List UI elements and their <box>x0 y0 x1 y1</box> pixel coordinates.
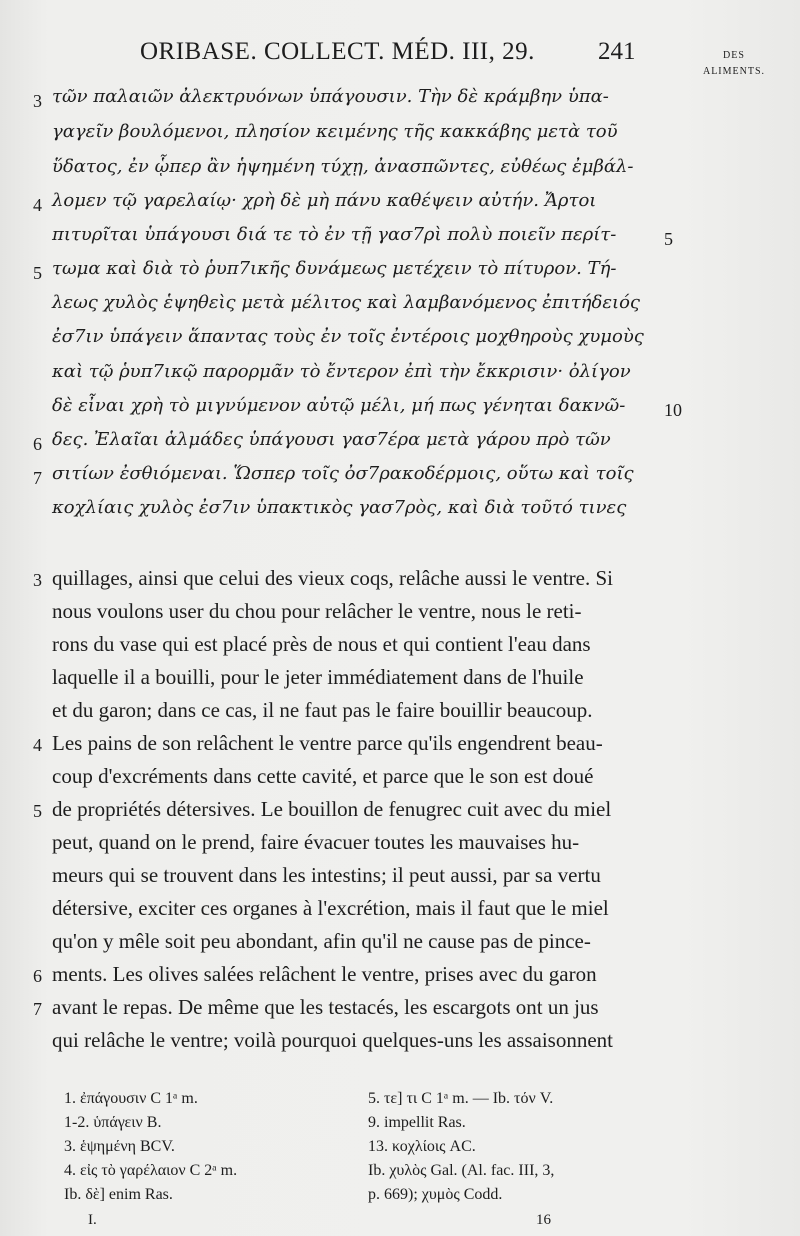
french-line: quillages, ainsi que celui des vieux coqs, relâche aussi le ventre. Si <box>52 566 614 590</box>
french-line: avant le repas. De même que les testacés, les escargots ont un jus <box>52 995 599 1019</box>
apparatus-note: 1-2. ὑπάγειν B. <box>64 1114 162 1131</box>
apparatus-note: Ib. δὲ] enim Ras. <box>64 1186 173 1203</box>
french-line: peut, quand on le prend, faire évacuer toutes les mauvaises hu- <box>52 830 580 854</box>
french-section-number: 7 <box>33 999 42 1019</box>
greek-section-number: 6 <box>33 434 42 454</box>
greek-line: κοχλίαις χυλὸς ἐσ7ιν ὑπακτικὸς γασ7ρὸς, καὶ διὰ τοῦτό τινες <box>52 497 627 518</box>
french-line: rons du vase qui est placé près de nous et qui contient l'eau dans <box>52 632 591 656</box>
line-count-marker: 10 <box>664 400 682 420</box>
greek-line: πιτυρῖται ὑπάγουσι διά τε τὸ ἐν τῇ γασ7ρὶ πολὺ ποιεῖν περίτ- <box>52 224 617 245</box>
greek-line: καὶ τῷ ῥυπ7ικῷ παρορμᾶν τὸ ἔντερον ἐπὶ τὴν ἔκκρισιν· ὀλίγον <box>52 361 631 382</box>
greek-line: λεως χυλὸς ἑψηθεὶς μετὰ μέλιτος καὶ λαμβανόμενος ἐπιτήδειός <box>52 292 641 313</box>
apparatus-note: 3. ἑψημένη BCV. <box>64 1138 175 1155</box>
french-line: coup d'excréments dans cette cavité, et parce que le son est doué <box>52 764 594 788</box>
greek-line: γαγεῖν βουλόμενοι, πλησίον κειμένης τῆς κακκάβης μετὰ τοῦ <box>52 121 618 142</box>
french-line: détersive, exciter ces organes à l'excrétion, mais il faut que le miel <box>52 896 609 920</box>
greek-line: τῶν παλαιῶν ἀλεκτρυόνων ὑπάγουσιν. Τὴν δὲ κράμβην ὑπα- <box>52 86 609 107</box>
french-line: nous voulons user du chou pour relâcher le ventre, nous le reti- <box>52 599 582 623</box>
french-section-number: 5 <box>33 801 42 821</box>
running-title: ORIBASE. COLLECT. MÉD. III, 29. <box>140 38 535 65</box>
volume-mark: I. <box>88 1212 97 1228</box>
apparatus-note: 5. τε] τι C 1ᵃ m. — Ib. τόν V. <box>368 1090 554 1107</box>
side-label-line-2: ALIMENTS. <box>702 66 766 77</box>
greek-section-number: 7 <box>33 468 42 488</box>
greek-line: λομεν τῷ γαρελαίῳ· χρὴ δὲ μὴ πάνυ καθέψειν αὐτήν. Ἄρτοι <box>52 190 597 211</box>
side-label <box>700 48 768 80</box>
line-count-marker: 5 <box>664 229 673 249</box>
french-section-number: 6 <box>33 966 42 986</box>
greek-line: δες. Ἐλαῖαι ἁλμάδες ὑπάγουσι γασ7έρα μετὰ γάρου πρὸ τῶν <box>52 429 611 450</box>
side-label-line-1: DES <box>723 50 745 61</box>
greek-section-number: 3 <box>33 91 42 111</box>
apparatus-note: 9. impellit Ras. <box>368 1114 466 1131</box>
apparatus-note: 13. κοχλίοις AC. <box>368 1138 476 1155</box>
page-number: 241 <box>598 38 636 65</box>
french-line: de propriétés détersives. Le bouillon de fenugrec cuit avec du miel <box>52 797 612 821</box>
apparatus-note: 4. εἰς τὸ γαρέλαιον C 2ᵃ m. <box>64 1162 238 1179</box>
french-line: ments. Les olives salées relâchent le ventre, prises avec du garon <box>52 962 597 986</box>
french-line: Les pains de son relâchent le ventre parce qu'ils engendrent beau- <box>52 731 603 755</box>
greek-line: ὕδατος, ἐν ᾧπερ ἂν ἡψημένη τύχῃ, ἀνασπῶντες, εὐθέως ἐμβάλ- <box>52 156 634 177</box>
apparatus-note: 1. ἐπάγουσιν C 1ᵃ m. <box>64 1090 198 1107</box>
french-line: qui relâche le ventre; voilà pourquoi quelques-uns les assaisonnent <box>52 1028 614 1052</box>
greek-line: σιτίων ἐσθιόμεναι. Ὥσπερ τοῖς ὀσ7ρακοδέρμοις, οὕτω καὶ τοῖς <box>52 463 634 484</box>
apparatus-note: p. 669); χυμὸς Codd. <box>368 1186 503 1203</box>
greek-section-number: 5 <box>33 263 42 283</box>
french-line: qu'on y mêle soit peu abondant, afin qu'il ne cause pas de pince- <box>52 929 591 953</box>
greek-line: δὲ εἶναι χρὴ τὸ μιγνύμενον αὐτῷ μέλι, μή πως γένηται δακνῶ- <box>52 395 626 416</box>
french-line: et du garon; dans ce cas, il ne faut pas le faire bouillir beaucoup. <box>52 698 593 722</box>
greek-section-number: 4 <box>33 195 42 215</box>
apparatus-note: Ib. χυλὸς Gal. (Al. fac. III, 3, <box>368 1162 555 1179</box>
french-line: laquelle il a bouilli, pour le jeter immédiatement dans de l'huile <box>52 665 584 689</box>
french-line: meurs qui se trouvent dans les intestins; il peut aussi, par sa vertu <box>52 863 601 887</box>
french-section-number: 3 <box>33 570 42 590</box>
french-section-number: 4 <box>33 735 42 755</box>
greek-line: τωμα καὶ διὰ τὸ ῥυπ7ικῆς δυνάμεως μετέχειν τὸ πίτυρον. Τή- <box>52 258 617 279</box>
signature-mark: 16 <box>536 1212 551 1228</box>
greek-line: ἐσ7ιν ὑπάγειν ἅπαντας τοὺς ἐν τοῖς ἐντέροις μοχθηροὺς χυμοὺς <box>52 326 644 347</box>
